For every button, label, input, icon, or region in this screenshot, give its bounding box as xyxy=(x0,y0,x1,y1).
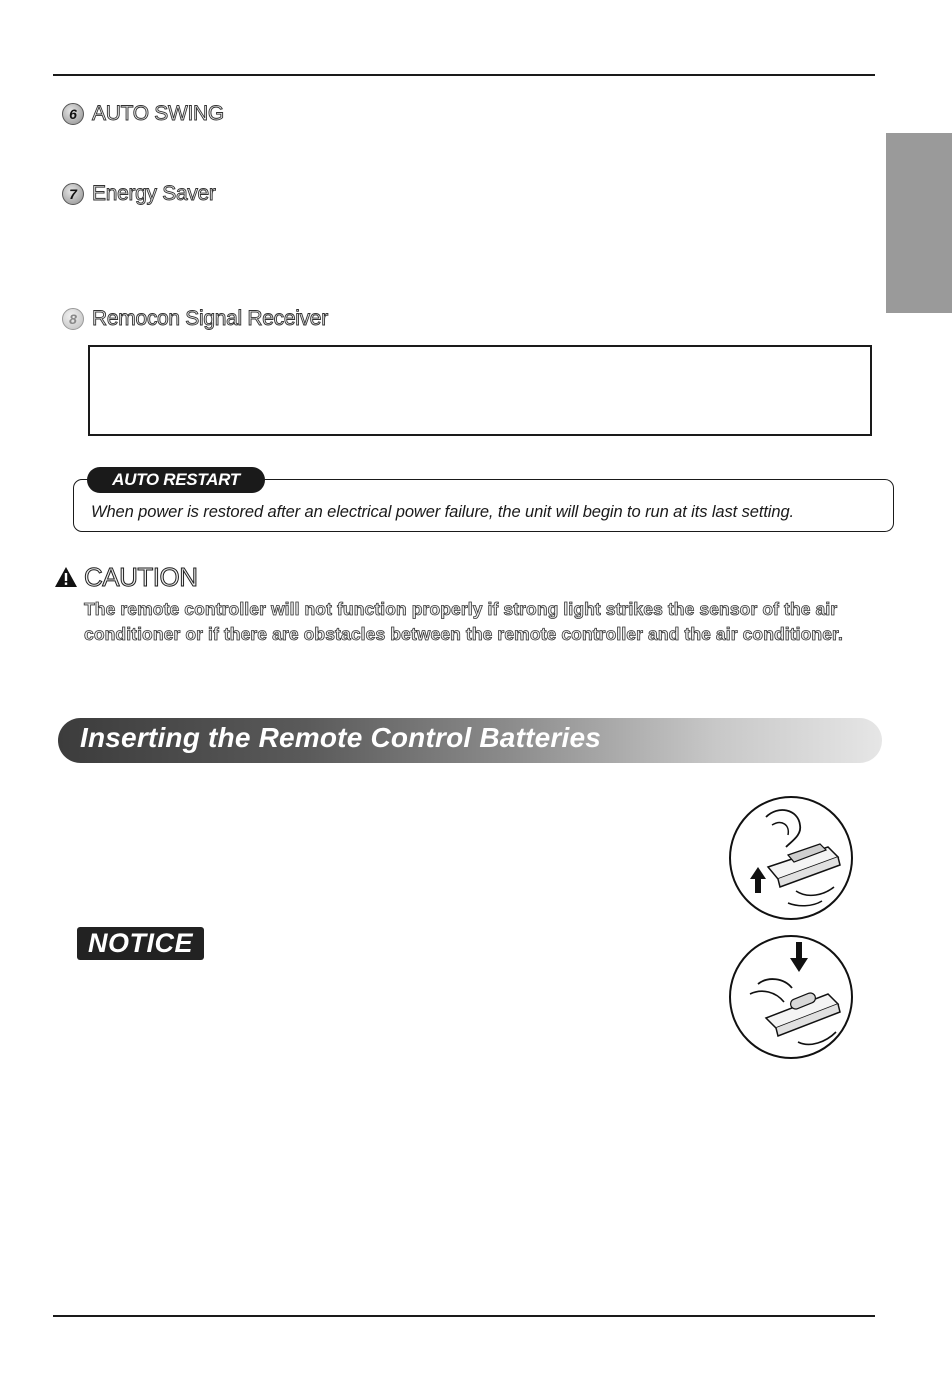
caution-heading xyxy=(54,562,198,592)
caution-text xyxy=(84,597,894,647)
caution-text-line: The remote controller will not function properly if strong light strikes the sensor of the air xyxy=(84,599,838,619)
receiver-figure-box xyxy=(88,345,872,436)
auto-restart-text: When power is restored after an electrical power failure, the unit will begin to run at its last setting. xyxy=(91,503,795,521)
caution-title: CAUTION xyxy=(84,561,198,592)
notice-badge xyxy=(77,927,204,960)
item-number-badge: 6 xyxy=(62,103,84,125)
remote-battery-cover-open-illustration xyxy=(728,795,854,921)
remote-battery-insert-illustration xyxy=(728,932,854,1060)
item-remocon-signal-receiver xyxy=(62,305,328,333)
caution-text-line: conditioner or if there are obstacles between the remote controller and the air conditioner. xyxy=(84,624,843,644)
item-title: Remocon Signal Receiver xyxy=(92,307,328,330)
item-energy-saver xyxy=(62,180,216,208)
item-title: Energy Saver xyxy=(92,182,216,205)
notice-label: NOTICE xyxy=(87,928,193,958)
item-number-badge: 7 xyxy=(62,183,84,205)
top-rule xyxy=(53,74,875,76)
item-number-badge: 8 xyxy=(62,308,84,330)
item-auto-swing xyxy=(62,100,224,128)
bottom-rule xyxy=(53,1315,875,1317)
section-title: Inserting the Remote Control Batteries xyxy=(80,722,602,753)
warning-triangle-icon xyxy=(54,566,78,588)
section-side-tab xyxy=(886,133,952,313)
auto-restart-label: AUTO RESTART xyxy=(87,467,265,493)
item-title: AUTO SWING xyxy=(92,102,224,125)
